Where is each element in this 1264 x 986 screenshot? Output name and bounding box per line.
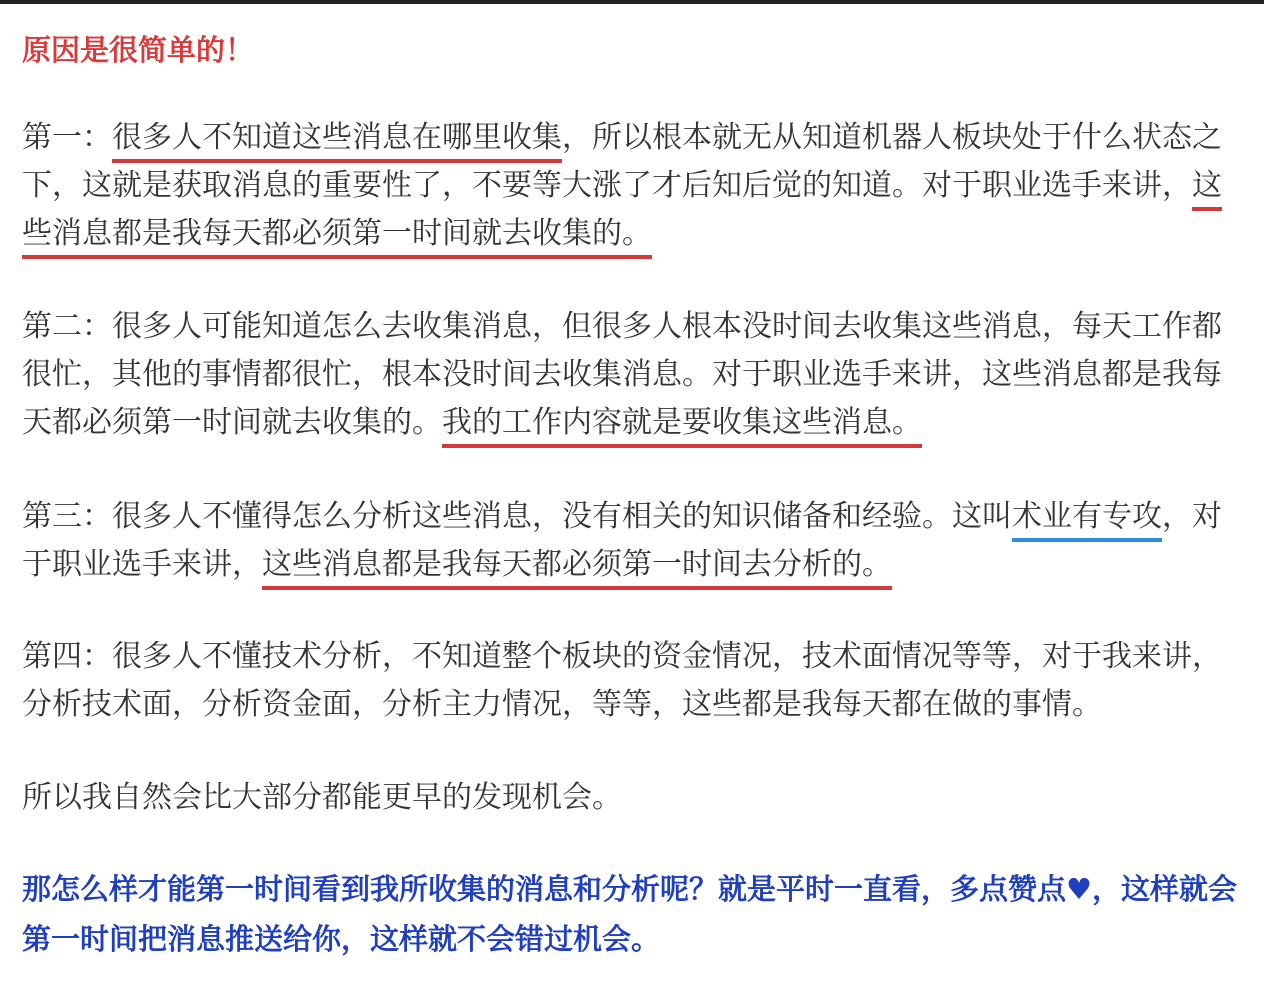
article-heading: 原因是很简单的！ <box>22 33 255 67</box>
paragraph-third-reason <box>22 493 1242 589</box>
paragraph-prefix: 第三：很多人不懂得怎么分析这些消息，没有相关的知识储备和经验。这叫 <box>22 499 1012 534</box>
paragraph-text: ，所以根本就无从知道机器人板块处于什么状态之下，这就是获取消息的重要性了，不要等大涨了才后知后觉的知道。对于职业选手来讲， <box>22 120 1222 203</box>
red-underlined-text: 很多人不知道这些消息在哪里收集 <box>112 120 562 155</box>
paragraph-text: ，对于职业选手来讲， <box>22 499 1222 582</box>
paragraph-first-reason <box>22 114 1242 258</box>
paragraph-text: 第二：很多人可能知道怎么去收集消息，但很多人根本没时间去收集这些消息，每天工作都很忙，其他的事情都很忙，根本没时间去收集消息。对于职业选手来讲，这些消息都是我每天都必须第一时间就去收集的。 <box>22 309 1222 440</box>
paragraph-prefix: 第一： <box>22 120 112 155</box>
paragraph-text: 所以我自然会比大部分都能更早的发现机会。 <box>22 780 622 815</box>
closing-call-to-action <box>22 864 1242 964</box>
red-underlined-text: 这些消息都是我每天都必须第一时间就去收集的。 <box>22 168 1222 251</box>
paragraph-text: 第四：很多人不懂技术分析，不知道整个板块的资金情况，技术面情况等等，对于我来讲，分析技术面，分析资金面，分析主力情况，等等，这些都是我每天都在做的事情。 <box>22 639 1222 722</box>
closing-text: 那怎么样才能第一时间看到我所收集的消息和分析呢？就是平时一直看，多点赞点 <box>22 872 1067 906</box>
top-border <box>0 0 1264 4</box>
blue-underlined-text: 术业有专攻 <box>1012 499 1162 534</box>
closing-text: ，这样就会第一时间把消息推送给你，这样就不会错过机会。 <box>22 872 1238 956</box>
red-underlined-text: 这些消息都是我每天都必须第一时间去分析的。 <box>262 547 892 582</box>
paragraph-second-reason <box>22 303 1242 447</box>
paragraph-conclusion <box>22 774 1242 822</box>
red-underlined-text: 我的工作内容就是要收集这些消息。 <box>442 405 922 440</box>
paragraph-fourth-reason <box>22 633 1242 729</box>
heart-icon: ♥ <box>1066 872 1093 906</box>
